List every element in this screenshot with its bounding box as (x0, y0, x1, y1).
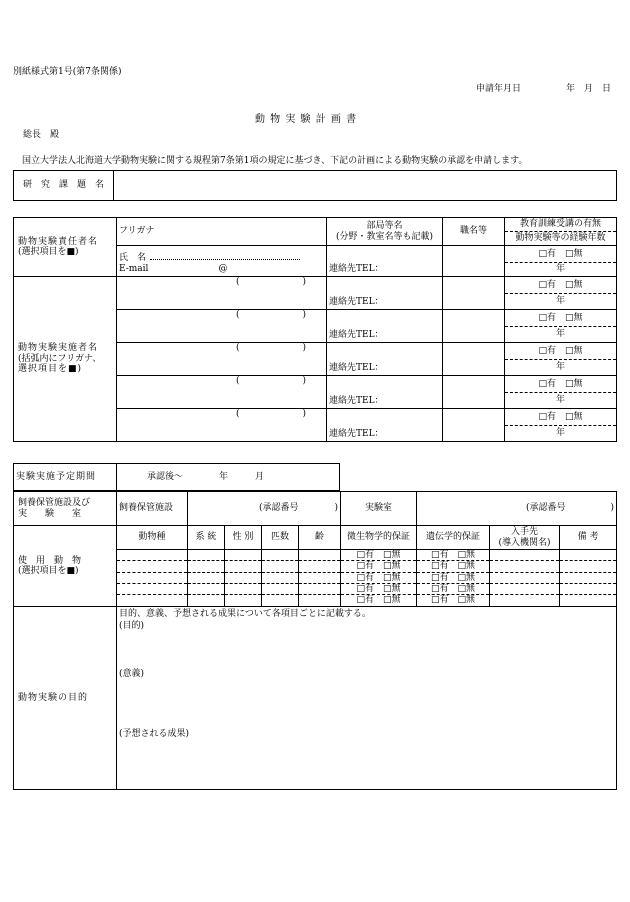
storage-facility-label: 飼養保管施設 (117, 492, 188, 526)
responsible-label (14, 218, 117, 277)
responsible-label-line1: 動物実験責任者名 (18, 236, 99, 247)
implementer-position-2[interactable] (443, 310, 505, 343)
implementer-paren-2: ( ) (236, 310, 307, 320)
animal-sex-1[interactable] (225, 550, 262, 561)
period-table (13, 463, 340, 491)
experience-header: 動物実験等の経験年数 (505, 232, 617, 246)
name-underline (150, 250, 300, 260)
responsible-position-cell[interactable] (443, 246, 505, 277)
purpose-field[interactable] (117, 606, 617, 789)
animal-micro-1[interactable]: □有 □無 (341, 550, 417, 561)
col-source-line2: (導入機関名) (498, 537, 551, 548)
animal-genetic-4[interactable]: □有 □無 (417, 584, 490, 595)
implementer-training-5[interactable]: □有 □無 (505, 409, 617, 426)
animal-count-1[interactable] (262, 550, 299, 561)
period-label: 実験実施予定期間 (14, 464, 117, 491)
facility-label-line1: 飼養保管施設及び (18, 498, 91, 509)
storage-approval-number[interactable]: (承認番号 ) (188, 492, 341, 526)
animals-table (13, 491, 617, 790)
implementer-position-1[interactable] (443, 277, 505, 310)
addressee: 総長 殿 (23, 130, 60, 140)
animal-strain-4[interactable] (188, 584, 225, 595)
animal-age-5[interactable] (299, 595, 341, 606)
col-age: 齢 (299, 526, 341, 550)
research-title-label: 研 究 課 題 名 (14, 171, 114, 201)
application-date-label: 申請年月日 (476, 84, 522, 94)
col-sex: 性 別 (225, 526, 262, 550)
implementers-label-line2: (括弧内にフリガナ、 (18, 353, 102, 364)
implementer-dept-2[interactable] (327, 310, 443, 343)
animal-species-5[interactable] (117, 595, 188, 606)
animal-count-5[interactable] (262, 595, 299, 606)
animal-age-3[interactable] (299, 572, 341, 583)
dept-header (327, 218, 443, 246)
animal-count-3[interactable] (262, 572, 299, 583)
implementer-tel-5: 連絡先TEL： (329, 428, 384, 439)
animal-strain-5[interactable] (188, 595, 225, 606)
purpose-instruction: 目的、意義、予想される成果について各項目ごとに記載する。 (119, 608, 371, 619)
animal-species-3[interactable] (117, 572, 188, 583)
implementers-label-line1: 動物実験実施者名 (18, 343, 99, 354)
animal-genetic-1[interactable]: □有 □無 (417, 550, 490, 561)
animal-age-1[interactable] (299, 550, 341, 561)
implementer-tel-1: 連絡先TEL： (329, 296, 384, 307)
purpose-item-significance: (意義) (119, 669, 145, 680)
name-label: 氏 名 (119, 253, 147, 264)
col-genetic: 遺伝学的保証 (417, 526, 490, 550)
dept-header-line2: (分野・教室名等も記載) (335, 231, 434, 242)
period-value[interactable]: 承認後～ 年 月 (117, 464, 340, 491)
animal-micro-2[interactable]: □有 □無 (341, 561, 417, 572)
col-source-line1: 入手先 (511, 527, 539, 538)
position-header: 職名等 (443, 218, 505, 246)
implementer-position-5[interactable] (443, 409, 505, 442)
lab-approval-number[interactable]: (承認番号 ) (417, 492, 617, 526)
lab-label: 実験室 (341, 492, 417, 526)
implementer-dept-4[interactable] (327, 376, 443, 409)
animal-micro-3[interactable]: □有 □無 (341, 572, 417, 583)
implementer-training-1[interactable]: □有 □無 (505, 277, 617, 294)
implementer-years-2[interactable]: 年 (505, 327, 617, 343)
col-species: 動物種 (117, 526, 188, 550)
email-label: E-mail (119, 263, 149, 274)
implementer-name-1[interactable] (117, 277, 327, 310)
col-remarks: 備 考 (560, 526, 617, 550)
responsible-dept-cell[interactable] (327, 246, 443, 277)
implementer-dept-5[interactable] (327, 409, 443, 442)
implementer-years-3[interactable]: 年 (505, 360, 617, 376)
animal-genetic-2[interactable]: □有 □無 (417, 561, 490, 572)
animal-age-4[interactable] (299, 584, 341, 595)
implementer-training-2[interactable]: □有 □無 (505, 310, 617, 327)
implementer-dept-1[interactable] (327, 277, 443, 310)
animal-sex-5[interactable] (225, 595, 262, 606)
page-title: 動 物 実 験 計 画 書 (255, 114, 358, 125)
animal-count-4[interactable] (262, 584, 299, 595)
dept-header-line1: 部局等名 (366, 221, 403, 232)
animals-label-line1: 使 用 動 物 (18, 555, 82, 566)
implementer-paren-4: ( ) (236, 376, 307, 386)
implementers-label (14, 277, 117, 442)
research-title-field[interactable] (114, 171, 617, 201)
research-title-table (13, 170, 617, 201)
form-number: 別紙様式第1号(第7条関係) (13, 67, 122, 77)
implementer-dept-3[interactable] (327, 343, 443, 376)
implementer-paren-3: ( ) (236, 343, 307, 353)
personnel-table (13, 217, 617, 442)
animal-micro-4[interactable]: □有 □無 (341, 584, 417, 595)
implementer-tel-3: 連絡先TEL： (329, 362, 384, 373)
implementer-paren-5: ( ) (236, 409, 307, 419)
purpose-item-objective: (目的) (119, 621, 145, 632)
purpose-label: 動物実験の目的 (14, 606, 117, 789)
implementer-years-5[interactable]: 年 (505, 426, 617, 442)
implementer-name-3[interactable] (117, 343, 327, 376)
animal-strain-3[interactable] (188, 572, 225, 583)
responsible-label-line2: (選択項目を■) (18, 247, 79, 257)
training-header: 教育訓練受講の有無 (505, 218, 617, 232)
implementer-name-4[interactable] (117, 376, 327, 409)
animal-remarks-2[interactable] (560, 561, 617, 572)
implementer-training-4[interactable]: □有 □無 (505, 376, 617, 393)
implementer-years-4[interactable]: 年 (505, 393, 617, 409)
implementer-tel-2: 連絡先TEL： (329, 329, 384, 340)
animal-source-2[interactable] (490, 561, 560, 572)
col-microbiological: 微生物学的保証 (341, 526, 417, 550)
implementer-position-3[interactable] (443, 343, 505, 376)
implementer-tel-4: 連絡先TEL： (329, 395, 384, 406)
implementer-training-3[interactable]: □有 □無 (505, 343, 617, 360)
animal-source-5[interactable] (490, 595, 560, 606)
animal-remarks-1[interactable] (560, 550, 617, 561)
animal-genetic-5[interactable]: □有 □無 (417, 595, 490, 606)
animals-label-line2: (選択項目を■) (18, 565, 79, 576)
facility-label-line2: 実 験 室 (18, 508, 82, 519)
facility-label (14, 492, 117, 526)
implementer-years-1[interactable]: 年 (505, 294, 617, 310)
animal-genetic-3[interactable]: □有 □無 (417, 572, 490, 583)
implementer-position-4[interactable] (443, 376, 505, 409)
col-source (490, 526, 560, 550)
animal-source-4[interactable] (490, 584, 560, 595)
application-date-units: 年 月 日 (566, 84, 612, 94)
animal-remarks-4[interactable] (560, 584, 617, 595)
animal-micro-5[interactable]: □有 □無 (341, 595, 417, 606)
purpose-item-expected-results: (予想される成果) (119, 728, 190, 739)
email-at: @ (218, 263, 228, 274)
responsible-name-cell[interactable] (117, 246, 327, 277)
animal-strain-2[interactable] (188, 561, 225, 572)
implementer-name-2[interactable] (117, 310, 327, 343)
animal-species-4[interactable] (117, 584, 188, 595)
animal-sex-3[interactable] (225, 572, 262, 583)
implementers-label-line3: 選択項目を■) (18, 364, 83, 375)
animals-label (14, 526, 117, 607)
responsible-tel: 連絡先TEL： (329, 263, 384, 274)
animal-source-3[interactable] (490, 572, 560, 583)
animal-sex-4[interactable] (225, 584, 262, 595)
animal-strain-1[interactable] (188, 550, 225, 561)
animal-age-2[interactable] (299, 561, 341, 572)
animal-species-1[interactable] (117, 550, 188, 561)
animal-species-2[interactable] (117, 561, 188, 572)
responsible-training[interactable]: □有 □無 (505, 246, 617, 263)
intro-text: 国立大学法人北海道大学動物実験に関する規程第7条第1項の規定に基づき、下記の計画による動物実験の承認を申請します。 (22, 156, 528, 166)
animal-source-1[interactable] (490, 550, 560, 561)
col-strain: 系 統 (188, 526, 225, 550)
animal-count-2[interactable] (262, 561, 299, 572)
responsible-years[interactable]: 年 (505, 263, 617, 277)
animal-remarks-5[interactable] (560, 595, 617, 606)
implementer-name-5[interactable] (117, 409, 327, 442)
col-count: 匹数 (262, 526, 299, 550)
animal-sex-2[interactable] (225, 561, 262, 572)
furigana-label: フリガナ (117, 218, 327, 246)
animal-remarks-3[interactable] (560, 572, 617, 583)
implementer-paren-1: ( ) (236, 277, 307, 287)
